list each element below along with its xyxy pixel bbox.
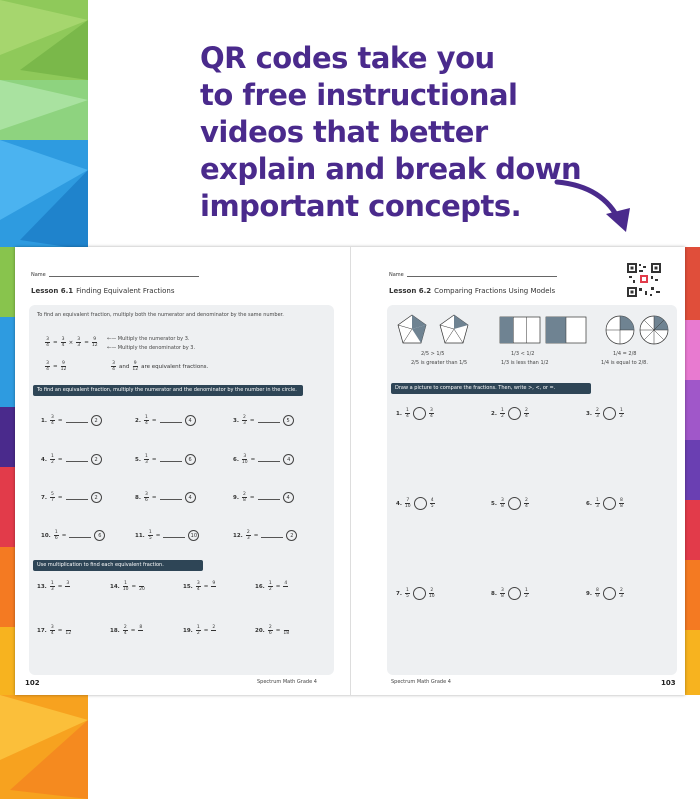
page-footer: Spectrum Math Grade 4 bbox=[391, 679, 451, 685]
multiplier-circle: 2 bbox=[286, 530, 297, 541]
problem-number: 11. bbox=[135, 532, 145, 539]
fraction: 7 10 bbox=[404, 498, 411, 509]
lesson-heading bbox=[389, 287, 555, 295]
model-equation: 2/5 > 1/5 bbox=[421, 351, 445, 357]
comparison-circle[interactable] bbox=[508, 497, 521, 510]
fraction: 1 5 bbox=[148, 530, 152, 541]
problem-number: 20. bbox=[255, 627, 265, 634]
problem-number: 3. bbox=[586, 410, 592, 417]
model-caption: 1/3 is less than 1/2 bbox=[501, 360, 549, 366]
headline bbox=[200, 40, 600, 225]
page-number: 103 bbox=[661, 679, 676, 687]
answer-blank[interactable] bbox=[258, 495, 280, 500]
fraction: 1 4 bbox=[405, 408, 409, 419]
problem-number: 10. bbox=[41, 532, 51, 539]
answer-blank[interactable] bbox=[261, 533, 283, 538]
intro-text: To find an equivalent fraction, multiply both the numerator and denominator by the same number. bbox=[37, 312, 284, 318]
comparison-problem bbox=[396, 407, 434, 420]
problem-number: 8. bbox=[135, 494, 141, 501]
comparison-circle[interactable] bbox=[413, 407, 426, 420]
multiplier-circle: 4 bbox=[185, 492, 196, 503]
problem-number: 8. bbox=[491, 590, 497, 597]
problem-number: 9. bbox=[586, 590, 592, 597]
problem-number: 4. bbox=[41, 456, 47, 463]
equivalent-fraction-problem: 8. 3 6 = 4 bbox=[135, 492, 196, 503]
problem-number: 7. bbox=[396, 590, 402, 597]
model-equation: 1/4 = 2/8 bbox=[613, 351, 637, 357]
problem-number: 4. bbox=[396, 500, 402, 507]
multiplication-problem: 19. 1 2 = 2 bbox=[183, 625, 216, 636]
problem-number: 19. bbox=[183, 627, 193, 634]
equivalent-text: are equivalent fractions. bbox=[141, 363, 209, 370]
fraction: 1 3 bbox=[144, 454, 148, 465]
fraction: 1 3 bbox=[50, 581, 54, 592]
fraction: 3 10 bbox=[241, 454, 248, 465]
page-footer: Spectrum Math Grade 4 bbox=[257, 679, 317, 685]
fraction: 1 2 bbox=[524, 588, 528, 599]
headline-line: QR codes take you bbox=[200, 41, 495, 75]
fraction: 1 2 bbox=[500, 408, 504, 419]
multiplier-circle: 6 bbox=[94, 530, 105, 541]
comparison-problem bbox=[491, 587, 529, 600]
fraction: 8 8 bbox=[619, 498, 623, 509]
workbook-spread bbox=[15, 247, 685, 695]
comparison-problem bbox=[396, 497, 435, 510]
comparison-problem bbox=[491, 407, 529, 420]
equivalent-fraction-problem: 4. 1 2 = 2 bbox=[41, 454, 102, 465]
comparison-circle[interactable] bbox=[603, 407, 616, 420]
answer-blank[interactable] bbox=[69, 533, 91, 538]
name-field bbox=[31, 272, 199, 278]
comparison-circle[interactable] bbox=[603, 587, 616, 600]
caption-text: is less than bbox=[510, 360, 539, 366]
fraction: 2 3 bbox=[242, 415, 246, 426]
fraction: 2 4 bbox=[524, 498, 528, 509]
fraction: 3 4 bbox=[429, 408, 433, 419]
fraction: 2 10 bbox=[428, 588, 435, 599]
fraction: 9 bbox=[212, 581, 216, 586]
fraction: 20 bbox=[139, 587, 145, 592]
problem-number: 2. bbox=[491, 410, 497, 417]
answer-blank[interactable] bbox=[160, 457, 182, 462]
fraction: 8 bbox=[139, 625, 143, 630]
fraction: 1 2 bbox=[50, 454, 54, 465]
model-equation: 1/3 < 1/2 bbox=[511, 351, 535, 357]
answer-blank[interactable] bbox=[163, 533, 185, 538]
fraction: 2 3 bbox=[246, 530, 250, 541]
fraction: 1 2 bbox=[268, 581, 272, 592]
problem-number: 18. bbox=[110, 627, 120, 634]
multiplication-problem: 15. 3 4 = 9 bbox=[183, 581, 216, 592]
fraction: 5 7 bbox=[50, 492, 54, 503]
comparison-problem bbox=[586, 587, 624, 600]
fraction: 3 8 bbox=[500, 588, 504, 599]
name-line bbox=[49, 276, 199, 277]
fraction: 18 bbox=[283, 631, 290, 636]
multiplication-problem: 18. 2 4 = 8 bbox=[110, 625, 143, 636]
fraction: 3 4 bbox=[50, 625, 54, 636]
fraction: 2 4 bbox=[123, 625, 127, 636]
fraction: 2 bbox=[212, 625, 216, 630]
fraction: 2 6 bbox=[268, 625, 272, 636]
lesson-heading bbox=[31, 287, 175, 295]
answer-blank[interactable] bbox=[66, 495, 88, 500]
equivalent-fraction-problem: 1. 3 4 = 2 bbox=[41, 415, 102, 426]
equivalent-fraction-problem: 3. 2 3 = 5 bbox=[233, 415, 294, 426]
equivalent-fraction-problem: 2. 1 4 = 4 bbox=[135, 415, 196, 426]
equivalent-fraction-problem: 12. 2 3 = 2 bbox=[233, 530, 297, 541]
caption-text: is greater than bbox=[420, 360, 458, 366]
left-page bbox=[15, 247, 350, 695]
equivalent-fraction-problem: 6. 3 10 = 4 bbox=[233, 454, 294, 465]
multiplier-circle: 5 bbox=[283, 415, 294, 426]
name-field bbox=[389, 272, 557, 278]
fraction: 3 4 bbox=[196, 581, 200, 592]
fraction: 1 3 bbox=[595, 498, 599, 509]
comparison-circle[interactable] bbox=[508, 407, 521, 420]
problem-number: 2. bbox=[135, 417, 141, 424]
fraction: 3 8 bbox=[500, 498, 504, 509]
comparison-circle[interactable] bbox=[414, 497, 427, 510]
problem-number: 12. bbox=[233, 532, 243, 539]
comparison-problem bbox=[586, 497, 624, 510]
problem-number: 14. bbox=[110, 583, 120, 590]
instruction-banner-1: To find an equivalent fraction, multiply the numerator and the denominator by the number in the circle. bbox=[33, 385, 303, 396]
headline-line: important concepts. bbox=[200, 189, 522, 223]
comparison-problem bbox=[491, 497, 529, 510]
comparison-circle[interactable] bbox=[508, 587, 521, 600]
comparison-problem bbox=[586, 407, 624, 420]
fraction: 1 5 bbox=[405, 588, 409, 599]
problem-number: 6. bbox=[586, 500, 592, 507]
model-caption: 1/4 is equal to 2/8. bbox=[601, 360, 648, 366]
multiplier-circle: 2 bbox=[91, 415, 102, 426]
problem-number: 1. bbox=[396, 410, 402, 417]
answer-blank[interactable] bbox=[66, 457, 88, 462]
fraction: 8 9 bbox=[595, 588, 599, 599]
page-number: 102 bbox=[25, 679, 40, 687]
fraction: 3 6 bbox=[144, 492, 148, 503]
name-label: Name bbox=[389, 272, 404, 278]
headline-line: videos that better bbox=[200, 115, 488, 149]
multiplication-problem: 16. 1 2 = 4 bbox=[255, 581, 288, 592]
lesson-title: Comparing Fractions Using Models bbox=[434, 287, 556, 295]
note-text: Multiply the denominator by 3. bbox=[117, 345, 196, 351]
equivalent-fraction-problem: 10. 1 6 = 6 bbox=[41, 530, 105, 541]
multiplication-problem: 13. 1 3 = 3 bbox=[37, 581, 70, 592]
fraction: 1 10 bbox=[122, 581, 129, 592]
pentagon-model bbox=[398, 315, 426, 343]
instruction-banner-2: Use multiplication to find each equivalent fraction. bbox=[33, 560, 203, 571]
qr-code[interactable] bbox=[625, 261, 663, 299]
equivalent-fraction-problem: 9. 2 8 = 4 bbox=[233, 492, 294, 503]
multiplier-circle: 4 bbox=[283, 454, 294, 465]
example-equation: 3 4 = 3 4 × 3 3 = 9 12 bbox=[46, 337, 98, 348]
comparison-problem bbox=[396, 587, 435, 600]
equivalent-fraction-problem: 7. 5 7 = 2 bbox=[41, 492, 102, 503]
name-line bbox=[407, 276, 557, 277]
fraction: 2 4 bbox=[524, 408, 528, 419]
example-equation-2: 3 4 = 9 12 bbox=[46, 361, 67, 372]
headline-line: to free instructional bbox=[200, 78, 518, 112]
comparison-circle[interactable] bbox=[413, 587, 426, 600]
answer-blank[interactable] bbox=[66, 418, 88, 423]
instruction-banner: Draw a picture to compare the fractions. Then, write >, <, or =. bbox=[391, 383, 591, 394]
answer-blank[interactable] bbox=[160, 495, 182, 500]
fraction: 1 2 bbox=[619, 408, 623, 419]
lesson-number: Lesson 6.1 bbox=[31, 287, 74, 295]
lesson-title: Finding Equivalent Fractions bbox=[76, 287, 175, 295]
fraction: 2 3 bbox=[595, 408, 599, 419]
circle-model-eighths bbox=[640, 316, 668, 344]
fraction: 1 4 bbox=[144, 415, 148, 426]
problem-number: 16. bbox=[255, 583, 265, 590]
multiplier-circle: 2 bbox=[91, 492, 102, 503]
problem-number: 15. bbox=[183, 583, 193, 590]
note-text: Multiply the numerator by 3. bbox=[117, 336, 190, 342]
fraction: 3 bbox=[66, 581, 70, 586]
fraction-models bbox=[396, 313, 676, 349]
example-note-1: ←— Multiply the numerator by 3. bbox=[107, 336, 190, 342]
circle-model-fourths bbox=[606, 316, 634, 344]
fraction: 2 8 bbox=[242, 492, 246, 503]
fraction: 3 4 bbox=[50, 415, 54, 426]
problem-number: 5. bbox=[491, 500, 497, 507]
problem-number: 6. bbox=[233, 456, 239, 463]
answer-blank[interactable] bbox=[160, 418, 182, 423]
problem-number: 9. bbox=[233, 494, 239, 501]
answer-blank[interactable] bbox=[258, 457, 280, 462]
fraction: 1 6 bbox=[54, 530, 58, 541]
answer-blank[interactable] bbox=[258, 418, 280, 423]
multiplier-circle: 2 bbox=[91, 454, 102, 465]
bar-model-thirds bbox=[500, 317, 540, 343]
model-caption: 2/5 is greater than 1/5 bbox=[411, 360, 468, 366]
right-page bbox=[350, 247, 685, 695]
multiplier-circle: 6 bbox=[185, 454, 196, 465]
multiplication-problem: 20. 2 6 = 18 bbox=[255, 625, 290, 636]
equivalent-fraction-problem: 11. 1 5 = 10 bbox=[135, 530, 199, 541]
problem-number: 5. bbox=[135, 456, 141, 463]
fraction: 1 2 bbox=[196, 625, 200, 636]
name-label: Name bbox=[31, 272, 46, 278]
example-conclusion: 3 4 and 9 12 are equivalent fractions. bbox=[112, 361, 209, 372]
problem-number: 3. bbox=[233, 417, 239, 424]
fraction: 4 5 bbox=[430, 498, 434, 509]
problem-number: 17. bbox=[37, 627, 47, 634]
multiplier-circle: 10 bbox=[188, 530, 199, 541]
bar-model-halves bbox=[546, 317, 586, 343]
multiplication-problem: 17. 3 4 = 12 bbox=[37, 625, 72, 636]
problem-number: 1. bbox=[41, 417, 47, 424]
fraction: 2 3 bbox=[619, 588, 623, 599]
and-word: and bbox=[119, 363, 130, 370]
pentagon-model bbox=[440, 315, 468, 343]
lesson-number: Lesson 6.2 bbox=[389, 287, 432, 295]
example-note-2: ←— Multiply the denominator by 3. bbox=[107, 345, 196, 351]
multiplier-circle: 4 bbox=[185, 415, 196, 426]
problem-number: 7. bbox=[41, 494, 47, 501]
comparison-circle[interactable] bbox=[603, 497, 616, 510]
fraction: 4 bbox=[284, 581, 288, 586]
headline-line: explain and break down bbox=[200, 152, 582, 186]
multiplier-circle: 4 bbox=[283, 492, 294, 503]
problem-number: 13. bbox=[37, 583, 47, 590]
caption-text: is equal to bbox=[610, 360, 637, 366]
fraction: 12 bbox=[65, 631, 72, 636]
equivalent-fraction-problem: 5. 1 3 = 6 bbox=[135, 454, 196, 465]
multiplication-problem: 14. 1 10 = 20 bbox=[110, 581, 145, 592]
